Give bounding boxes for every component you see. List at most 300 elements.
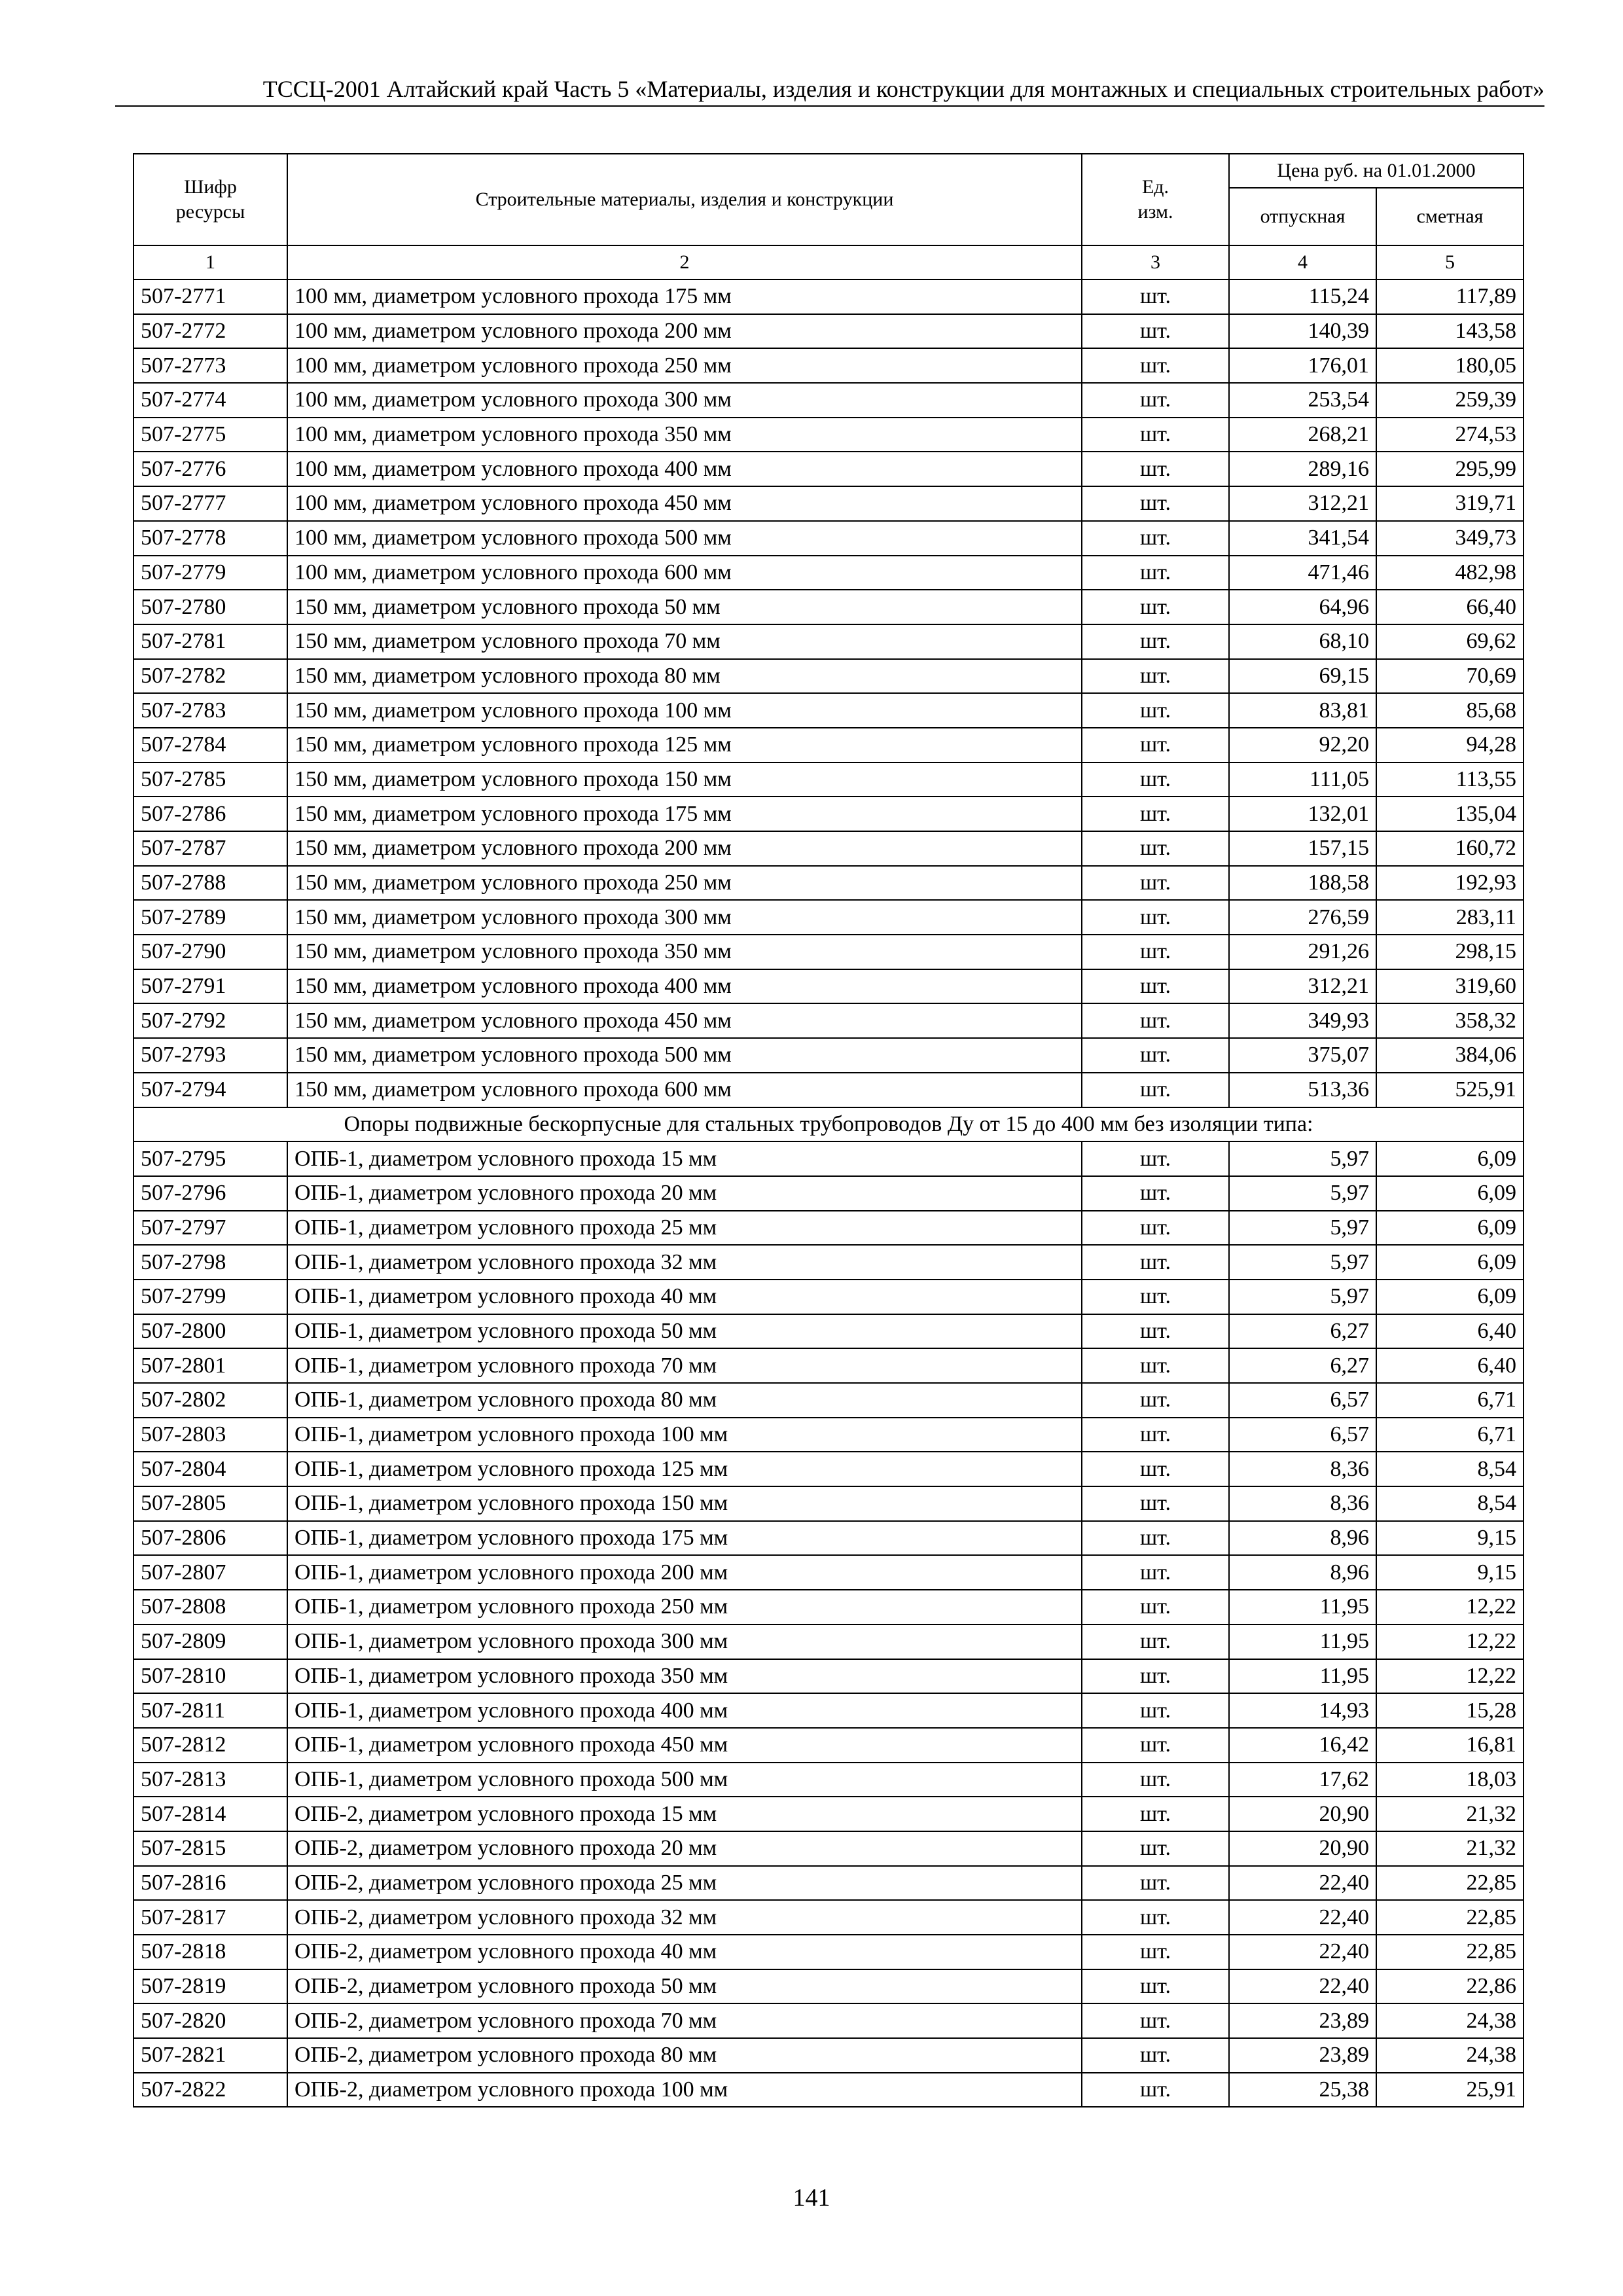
cell-name: ОПБ-1, диаметром условного прохода 450 мм	[287, 1728, 1082, 1763]
cell-price-release: 22,40	[1229, 1935, 1376, 1969]
cell-price-release: 8,36	[1229, 1452, 1376, 1486]
price-table-body	[134, 279, 1524, 2107]
cell-unit: шт.	[1082, 1900, 1229, 1935]
section-heading: Опоры подвижные бескорпусные для стальных трубопроводов Ду от 15 до 400 мм без изоляции типа:	[134, 1107, 1524, 1142]
cell-unit: шт.	[1082, 383, 1229, 418]
cell-name: 150 мм, диаметром условного прохода 80 мм	[287, 659, 1082, 694]
cell-name: ОПБ-1, диаметром условного прохода 400 мм	[287, 1693, 1082, 1728]
table-row	[134, 1866, 1524, 1901]
cell-name: ОПБ-1, диаметром условного прохода 500 мм	[287, 1763, 1082, 1797]
table-row	[134, 728, 1524, 762]
column-header-name: Строительные материалы, изделия и конструкции	[287, 154, 1082, 245]
cell-price-estimate: 319,71	[1376, 486, 1524, 521]
column-number: 4	[1229, 245, 1376, 279]
cell-price-estimate: 24,38	[1376, 2038, 1524, 2073]
cell-unit: шт.	[1082, 1383, 1229, 1418]
cell-price-estimate: 21,32	[1376, 1797, 1524, 1831]
cell-code: 507-2804	[134, 1452, 287, 1486]
cell-price-release: 68,10	[1229, 624, 1376, 659]
cell-name: 150 мм, диаметром условного прохода 300 мм	[287, 900, 1082, 935]
table-row	[134, 314, 1524, 349]
cell-name: ОПБ-1, диаметром условного прохода 15 мм	[287, 1141, 1082, 1176]
cell-name: 150 мм, диаметром условного прохода 350 мм	[287, 935, 1082, 969]
cell-price-estimate: 259,39	[1376, 383, 1524, 418]
cell-code: 507-2821	[134, 2038, 287, 2073]
cell-price-release: 11,95	[1229, 1659, 1376, 1694]
cell-code: 507-2801	[134, 1348, 287, 1383]
cell-code: 507-2797	[134, 1211, 287, 1246]
cell-price-estimate: 70,69	[1376, 659, 1524, 694]
cell-price-release: 11,95	[1229, 1624, 1376, 1659]
table-row	[134, 1728, 1524, 1763]
cell-code: 507-2813	[134, 1763, 287, 1797]
table-row	[134, 1280, 1524, 1314]
cell-unit: шт.	[1082, 418, 1229, 452]
table-row	[134, 1969, 1524, 2004]
table-row	[134, 866, 1524, 901]
cell-unit: шт.	[1082, 486, 1229, 521]
cell-code: 507-2803	[134, 1418, 287, 1452]
cell-price-release: 188,58	[1229, 866, 1376, 901]
table-row	[134, 348, 1524, 383]
cell-price-estimate: 22,86	[1376, 1969, 1524, 2004]
cell-price-estimate: 18,03	[1376, 1763, 1524, 1797]
cell-price-estimate: 117,89	[1376, 279, 1524, 314]
cell-unit: шт.	[1082, 693, 1229, 728]
cell-unit: шт.	[1082, 1486, 1229, 1521]
cell-price-release: 25,38	[1229, 2073, 1376, 2108]
cell-price-estimate: 85,68	[1376, 693, 1524, 728]
table-row	[134, 1521, 1524, 1556]
cell-price-estimate: 22,85	[1376, 1935, 1524, 1969]
cell-price-estimate: 482,98	[1376, 556, 1524, 590]
cell-name: 150 мм, диаметром условного прохода 175 мм	[287, 797, 1082, 831]
cell-unit: шт.	[1082, 1728, 1229, 1763]
cell-name: 100 мм, диаметром условного прохода 250 мм	[287, 348, 1082, 383]
table-row	[134, 1935, 1524, 1969]
table-row	[134, 1624, 1524, 1659]
cell-price-release: 8,36	[1229, 1486, 1376, 1521]
table-row	[134, 521, 1524, 556]
cell-unit: шт.	[1082, 659, 1229, 694]
table-row	[134, 1797, 1524, 1831]
cell-price-release: 140,39	[1229, 314, 1376, 349]
cell-unit: шт.	[1082, 1073, 1229, 1107]
cell-unit: шт.	[1082, 279, 1229, 314]
cell-price-estimate: 6,40	[1376, 1348, 1524, 1383]
cell-name: 100 мм, диаметром условного прохода 175 мм	[287, 279, 1082, 314]
table-row	[134, 1900, 1524, 1935]
cell-unit: шт.	[1082, 866, 1229, 901]
cell-name: ОПБ-2, диаметром условного прохода 40 мм	[287, 1935, 1082, 1969]
cell-name: ОПБ-2, диаметром условного прохода 50 мм	[287, 1969, 1082, 2004]
cell-price-estimate: 21,32	[1376, 1831, 1524, 1866]
cell-price-release: 312,21	[1229, 486, 1376, 521]
cell-code: 507-2809	[134, 1624, 287, 1659]
cell-unit: шт.	[1082, 1935, 1229, 1969]
cell-code: 507-2779	[134, 556, 287, 590]
table-row	[134, 1452, 1524, 1486]
cell-name: 100 мм, диаметром условного прохода 450 мм	[287, 486, 1082, 521]
cell-price-estimate: 6,40	[1376, 1314, 1524, 1349]
cell-code: 507-2788	[134, 866, 287, 901]
cell-code: 507-2816	[134, 1866, 287, 1901]
cell-price-estimate: 349,73	[1376, 521, 1524, 556]
cell-price-release: 176,01	[1229, 348, 1376, 383]
cell-price-release: 471,46	[1229, 556, 1376, 590]
cell-name: 150 мм, диаметром условного прохода 150 мм	[287, 762, 1082, 797]
cell-price-release: 17,62	[1229, 1763, 1376, 1797]
cell-name: ОПБ-2, диаметром условного прохода 20 мм	[287, 1831, 1082, 1866]
cell-name: ОПБ-1, диаметром условного прохода 250 мм	[287, 1590, 1082, 1624]
cell-code: 507-2806	[134, 1521, 287, 1556]
cell-unit: шт.	[1082, 1280, 1229, 1314]
cell-name: ОПБ-2, диаметром условного прохода 32 мм	[287, 1900, 1082, 1935]
cell-code: 507-2792	[134, 1003, 287, 1038]
cell-price-release: 253,54	[1229, 383, 1376, 418]
cell-code: 507-2794	[134, 1073, 287, 1107]
cell-name: ОПБ-2, диаметром условного прохода 80 мм	[287, 2038, 1082, 2073]
cell-code: 507-2783	[134, 693, 287, 728]
cell-code: 507-2789	[134, 900, 287, 935]
cell-name: 150 мм, диаметром условного прохода 70 мм	[287, 624, 1082, 659]
cell-code: 507-2807	[134, 1555, 287, 1590]
cell-price-release: 92,20	[1229, 728, 1376, 762]
cell-name: ОПБ-2, диаметром условного прохода 15 мм	[287, 1797, 1082, 1831]
cell-name: 150 мм, диаметром условного прохода 100 мм	[287, 693, 1082, 728]
cell-name: 100 мм, диаметром условного прохода 350 мм	[287, 418, 1082, 452]
table-row	[134, 590, 1524, 624]
cell-unit: шт.	[1082, 1590, 1229, 1624]
cell-name: 150 мм, диаметром условного прохода 400 мм	[287, 969, 1082, 1004]
cell-name: 100 мм, диаметром условного прохода 300 мм	[287, 383, 1082, 418]
cell-price-release: 20,90	[1229, 1831, 1376, 1866]
cell-name: ОПБ-1, диаметром условного прохода 200 мм	[287, 1555, 1082, 1590]
cell-price-estimate: 6,09	[1376, 1176, 1524, 1211]
cell-code: 507-2796	[134, 1176, 287, 1211]
table-row	[134, 1176, 1524, 1211]
cell-code: 507-2811	[134, 1693, 287, 1728]
cell-unit: шт.	[1082, 452, 1229, 486]
cell-price-release: 22,40	[1229, 1969, 1376, 2004]
cell-code: 507-2810	[134, 1659, 287, 1694]
cell-code: 507-2772	[134, 314, 287, 349]
cell-name: ОПБ-2, диаметром условного прохода 25 мм	[287, 1866, 1082, 1901]
cell-code: 507-2793	[134, 1038, 287, 1073]
cell-price-release: 20,90	[1229, 1797, 1376, 1831]
table-row	[134, 659, 1524, 694]
cell-unit: шт.	[1082, 728, 1229, 762]
table-row	[134, 762, 1524, 797]
table-row	[134, 1418, 1524, 1452]
cell-unit: шт.	[1082, 1969, 1229, 2004]
column-number: 2	[287, 245, 1082, 279]
cell-price-release: 5,97	[1229, 1176, 1376, 1211]
cell-unit: шт.	[1082, 1141, 1229, 1176]
table-row	[134, 2073, 1524, 2108]
cell-name: 150 мм, диаметром условного прохода 200 мм	[287, 831, 1082, 866]
cell-code: 507-2778	[134, 521, 287, 556]
cell-price-estimate: 6,09	[1376, 1280, 1524, 1314]
cell-unit: шт.	[1082, 1418, 1229, 1452]
cell-price-estimate: 22,85	[1376, 1866, 1524, 1901]
cell-name: ОПБ-2, диаметром условного прохода 70 мм	[287, 2003, 1082, 2038]
cell-price-release: 23,89	[1229, 2003, 1376, 2038]
cell-price-release: 132,01	[1229, 797, 1376, 831]
cell-price-release: 6,27	[1229, 1348, 1376, 1383]
cell-unit: шт.	[1082, 2073, 1229, 2108]
cell-price-release: 276,59	[1229, 900, 1376, 935]
cell-code: 507-2775	[134, 418, 287, 452]
cell-price-release: 375,07	[1229, 1038, 1376, 1073]
cell-price-release: 513,36	[1229, 1073, 1376, 1107]
cell-price-estimate: 8,54	[1376, 1452, 1524, 1486]
cell-name: 100 мм, диаметром условного прохода 400 мм	[287, 452, 1082, 486]
cell-code: 507-2818	[134, 1935, 287, 1969]
cell-price-estimate: 22,85	[1376, 1900, 1524, 1935]
cell-code: 507-2776	[134, 452, 287, 486]
cell-unit: шт.	[1082, 1763, 1229, 1797]
cell-code: 507-2819	[134, 1969, 287, 2004]
cell-price-estimate: 6,09	[1376, 1245, 1524, 1280]
cell-price-estimate: 283,11	[1376, 900, 1524, 935]
cell-code: 507-2782	[134, 659, 287, 694]
table-row	[134, 383, 1524, 418]
cell-code: 507-2787	[134, 831, 287, 866]
table-row	[134, 556, 1524, 590]
table-row	[134, 1486, 1524, 1521]
cell-price-estimate: 9,15	[1376, 1555, 1524, 1590]
table-row	[134, 900, 1524, 935]
table-row	[134, 1555, 1524, 1590]
cell-price-release: 5,97	[1229, 1245, 1376, 1280]
cell-code: 507-2790	[134, 935, 287, 969]
table-row	[134, 1763, 1524, 1797]
table-row	[134, 969, 1524, 1004]
cell-name: 100 мм, диаметром условного прохода 600 мм	[287, 556, 1082, 590]
cell-name: ОПБ-1, диаметром условного прохода 50 мм	[287, 1314, 1082, 1349]
cell-price-estimate: 298,15	[1376, 935, 1524, 969]
table-row	[134, 486, 1524, 521]
cell-code: 507-2815	[134, 1831, 287, 1866]
cell-price-release: 341,54	[1229, 521, 1376, 556]
table-row	[134, 1245, 1524, 1280]
table-row	[134, 1383, 1524, 1418]
cell-price-estimate: 143,58	[1376, 314, 1524, 349]
cell-code: 507-2814	[134, 1797, 287, 1831]
cell-name: ОПБ-1, диаметром условного прохода 175 мм	[287, 1521, 1082, 1556]
cell-price-release: 5,97	[1229, 1211, 1376, 1246]
cell-name: 150 мм, диаметром условного прохода 600 мм	[287, 1073, 1082, 1107]
cell-price-release: 268,21	[1229, 418, 1376, 452]
cell-price-release: 5,97	[1229, 1280, 1376, 1314]
cell-price-release: 312,21	[1229, 969, 1376, 1004]
cell-code: 507-2802	[134, 1383, 287, 1418]
table-row	[134, 935, 1524, 969]
column-number: 5	[1376, 245, 1524, 279]
cell-price-estimate: 6,09	[1376, 1211, 1524, 1246]
cell-code: 507-2773	[134, 348, 287, 383]
table-row	[134, 831, 1524, 866]
cell-price-release: 8,96	[1229, 1521, 1376, 1556]
cell-unit: шт.	[1082, 1176, 1229, 1211]
cell-code: 507-2800	[134, 1314, 287, 1349]
cell-unit: шт.	[1082, 1797, 1229, 1831]
cell-code: 507-2822	[134, 2073, 287, 2108]
cell-name: ОПБ-1, диаметром условного прохода 20 мм	[287, 1176, 1082, 1211]
cell-unit: шт.	[1082, 1452, 1229, 1486]
cell-unit: шт.	[1082, 624, 1229, 659]
cell-price-estimate: 6,09	[1376, 1141, 1524, 1176]
table-row	[134, 1073, 1524, 1107]
cell-code: 507-2780	[134, 590, 287, 624]
cell-unit: шт.	[1082, 314, 1229, 349]
cell-unit: шт.	[1082, 556, 1229, 590]
column-header-price-group: Цена руб. на 01.01.2000	[1229, 154, 1524, 188]
header-divider	[115, 105, 1544, 107]
cell-code: 507-2798	[134, 1245, 287, 1280]
cell-unit: шт.	[1082, 1659, 1229, 1694]
cell-name: ОПБ-1, диаметром условного прохода 25 мм	[287, 1211, 1082, 1246]
cell-code: 507-2808	[134, 1590, 287, 1624]
cell-code: 507-2784	[134, 728, 287, 762]
section-row	[134, 1107, 1524, 1142]
cell-code: 507-2812	[134, 1728, 287, 1763]
cell-price-estimate: 15,28	[1376, 1693, 1524, 1728]
cell-price-release: 22,40	[1229, 1900, 1376, 1935]
cell-price-release: 349,93	[1229, 1003, 1376, 1038]
table-row	[134, 1348, 1524, 1383]
cell-price-release: 83,81	[1229, 693, 1376, 728]
cell-unit: шт.	[1082, 900, 1229, 935]
cell-price-estimate: 16,81	[1376, 1728, 1524, 1763]
cell-unit: шт.	[1082, 348, 1229, 383]
cell-name: 150 мм, диаметром условного прохода 500 мм	[287, 1038, 1082, 1073]
cell-price-estimate: 12,22	[1376, 1590, 1524, 1624]
cell-name: 150 мм, диаметром условного прохода 125 мм	[287, 728, 1082, 762]
cell-unit: шт.	[1082, 1314, 1229, 1349]
cell-price-estimate: 12,22	[1376, 1659, 1524, 1694]
cell-name: ОПБ-1, диаметром условного прохода 80 мм	[287, 1383, 1082, 1418]
cell-price-estimate: 192,93	[1376, 866, 1524, 901]
cell-price-estimate: 113,55	[1376, 762, 1524, 797]
cell-name: 100 мм, диаметром условного прохода 500 мм	[287, 521, 1082, 556]
cell-price-estimate: 6,71	[1376, 1418, 1524, 1452]
cell-unit: шт.	[1082, 1866, 1229, 1901]
cell-name: 150 мм, диаметром условного прохода 450 мм	[287, 1003, 1082, 1038]
cell-price-estimate: 160,72	[1376, 831, 1524, 866]
cell-unit: шт.	[1082, 1831, 1229, 1866]
cell-price-estimate: 24,38	[1376, 2003, 1524, 2038]
column-number: 1	[134, 245, 287, 279]
cell-price-release: 6,57	[1229, 1418, 1376, 1452]
column-header-code: Шифр ресурсы	[134, 154, 287, 245]
cell-code: 507-2799	[134, 1280, 287, 1314]
cell-unit: шт.	[1082, 935, 1229, 969]
cell-name: ОПБ-2, диаметром условного прохода 100 мм	[287, 2073, 1082, 2108]
cell-price-estimate: 9,15	[1376, 1521, 1524, 1556]
cell-price-release: 16,42	[1229, 1728, 1376, 1763]
cell-unit: шт.	[1082, 1038, 1229, 1073]
column-header-price-estimate: сметная	[1376, 188, 1524, 245]
cell-name: ОПБ-1, диаметром условного прохода 40 мм	[287, 1280, 1082, 1314]
cell-price-release: 64,96	[1229, 590, 1376, 624]
table-row	[134, 1693, 1524, 1728]
cell-name: ОПБ-1, диаметром условного прохода 70 мм	[287, 1348, 1082, 1383]
cell-unit: шт.	[1082, 1003, 1229, 1038]
cell-name: ОПБ-1, диаметром условного прохода 125 мм	[287, 1452, 1082, 1486]
cell-price-estimate: 12,22	[1376, 1624, 1524, 1659]
column-header-unit: Ед. изм.	[1082, 154, 1229, 245]
cell-unit: шт.	[1082, 2003, 1229, 2038]
cell-code: 507-2777	[134, 486, 287, 521]
cell-name: 150 мм, диаметром условного прохода 50 мм	[287, 590, 1082, 624]
cell-price-release: 23,89	[1229, 2038, 1376, 2073]
table-row	[134, 693, 1524, 728]
price-table	[133, 153, 1524, 2108]
cell-price-release: 291,26	[1229, 935, 1376, 969]
cell-price-release: 14,93	[1229, 1693, 1376, 1728]
cell-price-release: 6,27	[1229, 1314, 1376, 1349]
cell-unit: шт.	[1082, 1555, 1229, 1590]
cell-price-estimate: 8,54	[1376, 1486, 1524, 1521]
cell-price-release: 22,40	[1229, 1866, 1376, 1901]
cell-code: 507-2817	[134, 1900, 287, 1935]
cell-unit: шт.	[1082, 797, 1229, 831]
cell-price-estimate: 274,53	[1376, 418, 1524, 452]
table-row	[134, 1003, 1524, 1038]
cell-unit: шт.	[1082, 521, 1229, 556]
table-row	[134, 2003, 1524, 2038]
cell-price-estimate: 358,32	[1376, 1003, 1524, 1038]
cell-price-estimate: 295,99	[1376, 452, 1524, 486]
cell-price-estimate: 6,71	[1376, 1383, 1524, 1418]
cell-name: 100 мм, диаметром условного прохода 200 мм	[287, 314, 1082, 349]
table-row	[134, 279, 1524, 314]
document-header-title: ТССЦ-2001 Алтайский край Часть 5 «Материалы, изделия и конструкции для монтажных и специальных строительных работ»	[262, 76, 1544, 102]
cell-code: 507-2774	[134, 383, 287, 418]
cell-price-release: 69,15	[1229, 659, 1376, 694]
cell-unit: шт.	[1082, 590, 1229, 624]
cell-price-estimate: 69,62	[1376, 624, 1524, 659]
cell-price-estimate: 319,60	[1376, 969, 1524, 1004]
cell-code: 507-2795	[134, 1141, 287, 1176]
table-row	[134, 418, 1524, 452]
cell-price-release: 111,05	[1229, 762, 1376, 797]
cell-unit: шт.	[1082, 1624, 1229, 1659]
cell-unit: шт.	[1082, 1348, 1229, 1383]
cell-price-release: 5,97	[1229, 1141, 1376, 1176]
table-row	[134, 1141, 1524, 1176]
price-table-header	[134, 154, 1524, 279]
cell-price-estimate: 384,06	[1376, 1038, 1524, 1073]
page-number: 141	[793, 2184, 830, 2212]
cell-price-estimate: 135,04	[1376, 797, 1524, 831]
table-row	[134, 1659, 1524, 1694]
table-row	[134, 1590, 1524, 1624]
cell-name: ОПБ-1, диаметром условного прохода 300 мм	[287, 1624, 1082, 1659]
cell-name: 150 мм, диаметром условного прохода 250 мм	[287, 866, 1082, 901]
cell-price-estimate: 180,05	[1376, 348, 1524, 383]
cell-code: 507-2786	[134, 797, 287, 831]
cell-unit: шт.	[1082, 1693, 1229, 1728]
cell-unit: шт.	[1082, 831, 1229, 866]
cell-price-release: 115,24	[1229, 279, 1376, 314]
cell-unit: шт.	[1082, 1245, 1229, 1280]
table-row	[134, 624, 1524, 659]
table-row	[134, 797, 1524, 831]
cell-price-release: 157,15	[1229, 831, 1376, 866]
